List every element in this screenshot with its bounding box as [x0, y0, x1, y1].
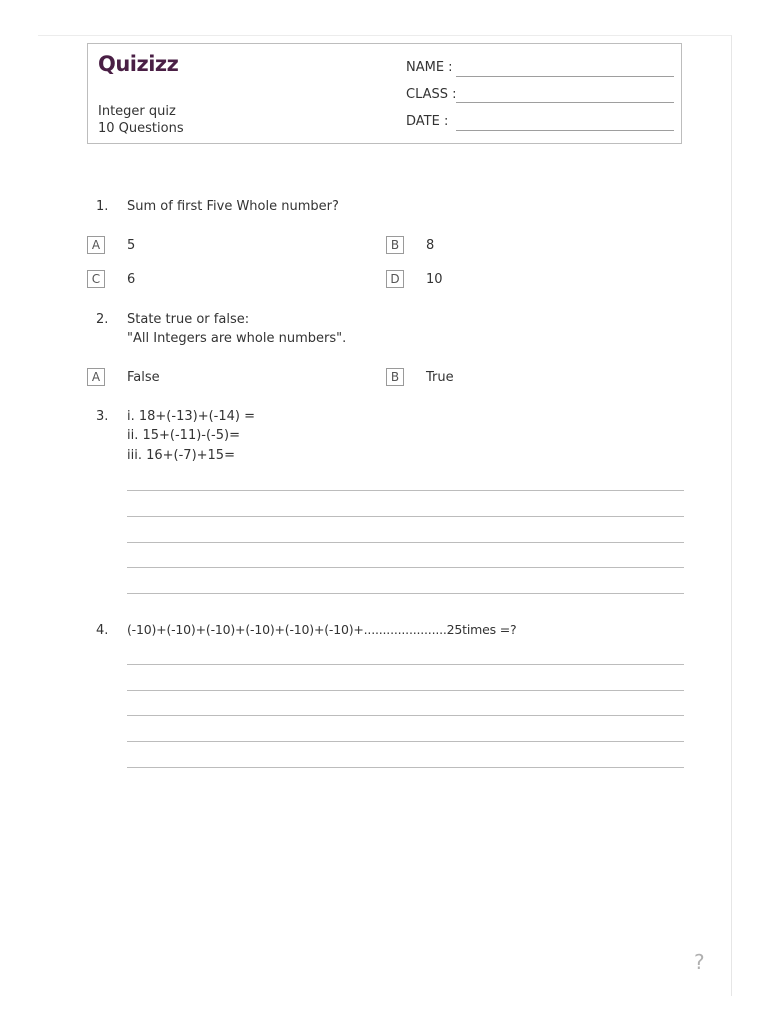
question-2-line-2: "All Integers are whole numbers".: [127, 331, 347, 346]
option-d-box: D: [386, 270, 404, 288]
answer-line: [127, 490, 684, 491]
answer-line: [127, 542, 684, 543]
question-2-number: 2.: [96, 312, 109, 327]
answer-line: [127, 767, 684, 768]
quizizz-logo: Quizizz: [98, 52, 179, 76]
question-1-number: 1.: [96, 199, 109, 214]
question-3-line-3: iii. 16+(-7)+15=: [127, 448, 235, 463]
option-a-box: A: [87, 368, 105, 386]
answer-line: [127, 741, 684, 742]
option-b-text: True: [426, 370, 454, 385]
option-b-text: 8: [426, 238, 435, 253]
option-b-box: B: [386, 236, 404, 254]
option-a-box: A: [87, 236, 105, 254]
option-b-box: B: [386, 368, 404, 386]
question-2-line-1: State true or false:: [127, 312, 250, 327]
question-4-number: 4.: [96, 623, 109, 638]
worksheet-header: [87, 43, 682, 144]
answer-line: [127, 664, 684, 665]
option-d-text: 10: [426, 272, 443, 287]
answer-line: [127, 567, 684, 568]
option-a-text: False: [127, 370, 160, 385]
answer-line: [127, 516, 684, 517]
option-a-text: 5: [127, 238, 136, 253]
option-c-box: C: [87, 270, 105, 288]
question-1-text: Sum of first Five Whole number?: [127, 199, 339, 214]
class-label: CLASS :: [406, 87, 457, 102]
class-line: [456, 102, 674, 103]
date-label: DATE :: [406, 114, 449, 129]
question-4-text: (-10)+(-10)+(-10)+(-10)+(-10)+(-10)+......................25times =?: [127, 622, 517, 637]
question-3-line-1: i. 18+(-13)+(-14) =: [127, 409, 255, 424]
question-count: 10 Questions: [98, 121, 184, 136]
option-c-text: 6: [127, 272, 136, 287]
question-3-line-2: ii. 15+(-11)-(-5)=: [127, 428, 240, 443]
answer-line: [127, 715, 684, 716]
question-mark-icon[interactable]: ?: [694, 950, 705, 974]
quiz-title: Integer quiz: [98, 104, 176, 119]
answer-line: [127, 690, 684, 691]
name-label: NAME :: [406, 60, 453, 75]
date-line: [456, 130, 674, 131]
question-3-number: 3.: [96, 409, 109, 424]
name-line: [456, 76, 674, 77]
answer-line: [127, 593, 684, 594]
